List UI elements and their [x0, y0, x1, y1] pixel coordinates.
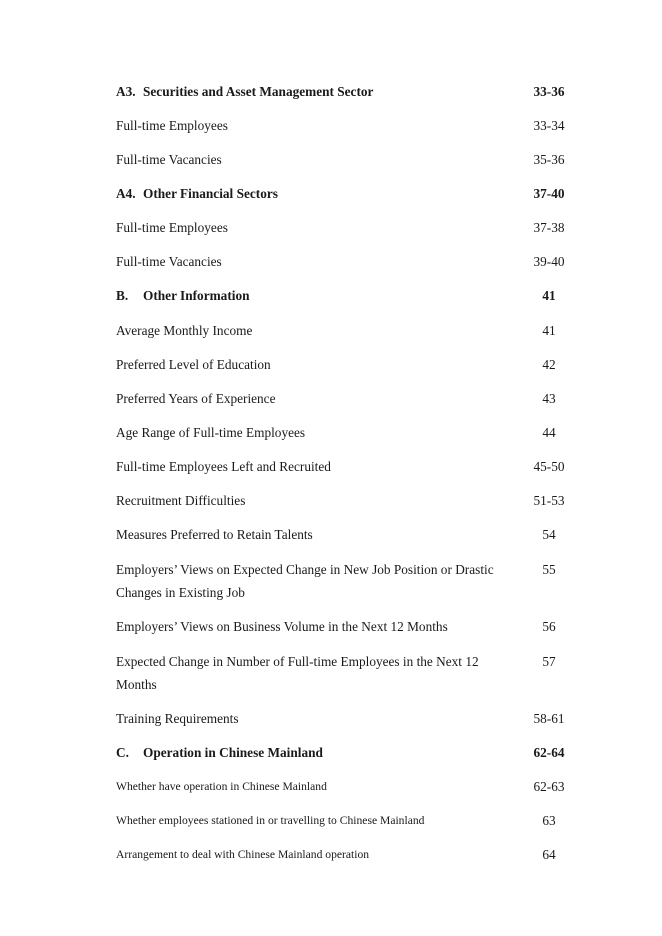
toc-page: 33-36	[533, 84, 565, 99]
toc-label: Whether have operation in Chinese Mainland	[116, 780, 327, 793]
toc-entry	[116, 456, 566, 478]
toc-page: 39-40	[533, 254, 565, 269]
toc-page: 42	[542, 357, 556, 372]
table-of-contents	[116, 81, 566, 866]
toc-label: Recruitment Difficulties	[116, 493, 246, 508]
toc-label: Employers’ Views on Expected Change in New Job Position or Drastic Changes in Existing Job	[116, 562, 494, 600]
toc-entry	[116, 650, 566, 696]
toc-page: 57	[542, 654, 556, 669]
toc-page: 56	[542, 619, 556, 634]
toc-label: Other Information	[143, 288, 250, 303]
toc-entry	[116, 524, 566, 546]
toc-entry	[116, 810, 566, 832]
toc-page: 62-63	[533, 779, 565, 794]
toc-label: Full-time Vacancies	[116, 152, 222, 167]
toc-page: 54	[542, 527, 556, 542]
toc-label: Other Financial Sectors	[143, 186, 278, 201]
toc-label: Preferred Years of Experience	[116, 391, 276, 406]
toc-label: Full-time Employees	[116, 118, 228, 133]
toc-label: Age Range of Full-time Employees	[116, 425, 306, 440]
toc-heading-a4	[116, 183, 566, 205]
toc-label: Full-time Vacancies	[116, 254, 222, 269]
toc-page: 44	[542, 425, 556, 440]
toc-label: Operation in Chinese Mainland	[143, 745, 323, 760]
toc-label: Whether employees stationed in or travelling to Chinese Mainland	[116, 814, 425, 827]
toc-label: Employers’ Views on Business Volume in the Next 12 Months	[116, 619, 448, 634]
toc-entry	[116, 388, 566, 410]
toc-heading-b	[116, 285, 566, 307]
toc-entry	[116, 354, 566, 376]
toc-page: 55	[542, 562, 556, 577]
toc-label: Average Monthly Income	[116, 323, 253, 338]
toc-entry	[116, 149, 566, 171]
toc-page: 37-38	[533, 220, 565, 235]
toc-page: 62-64	[533, 745, 565, 760]
toc-label: Training Requirements	[116, 711, 239, 726]
toc-entry	[116, 115, 566, 137]
toc-page: 58-61	[533, 711, 565, 726]
toc-entry	[116, 708, 566, 730]
toc-page: 63	[542, 813, 556, 828]
toc-entry	[116, 217, 566, 239]
toc-entry	[116, 558, 566, 604]
toc-entry	[116, 251, 566, 273]
toc-heading-a3	[116, 81, 566, 103]
toc-entry	[116, 616, 566, 638]
toc-label: Securities and Asset Management Sector	[143, 84, 374, 99]
toc-prefix: B.	[116, 288, 129, 303]
toc-heading-c	[116, 742, 566, 764]
toc-label: Expected Change in Number of Full-time Employees in the Next 12 Months	[116, 654, 479, 692]
toc-page: 33-34	[533, 118, 565, 133]
toc-prefix: A3.	[116, 84, 136, 99]
toc-page: 64	[542, 847, 556, 862]
toc-label: Arrangement to deal with Chinese Mainland operation	[116, 848, 370, 861]
toc-label: Full-time Employees	[116, 220, 228, 235]
toc-label: Full-time Employees Left and Recruited	[116, 459, 331, 474]
toc-entry	[116, 422, 566, 444]
toc-page: 43	[542, 391, 556, 406]
toc-entry	[116, 844, 566, 866]
toc-label: Preferred Level of Education	[116, 357, 271, 372]
toc-label: Measures Preferred to Retain Talents	[116, 527, 313, 542]
toc-page: 41	[542, 288, 556, 303]
toc-page: 37-40	[533, 186, 565, 201]
toc-page: 41	[542, 323, 556, 338]
toc-prefix: C.	[116, 745, 129, 760]
toc-prefix: A4.	[116, 186, 136, 201]
toc-entry	[116, 320, 566, 342]
toc-page: 35-36	[533, 152, 565, 167]
toc-entry	[116, 490, 566, 512]
toc-entry	[116, 776, 566, 798]
toc-page: 45-50	[533, 459, 565, 474]
toc-page: 51-53	[533, 493, 565, 508]
